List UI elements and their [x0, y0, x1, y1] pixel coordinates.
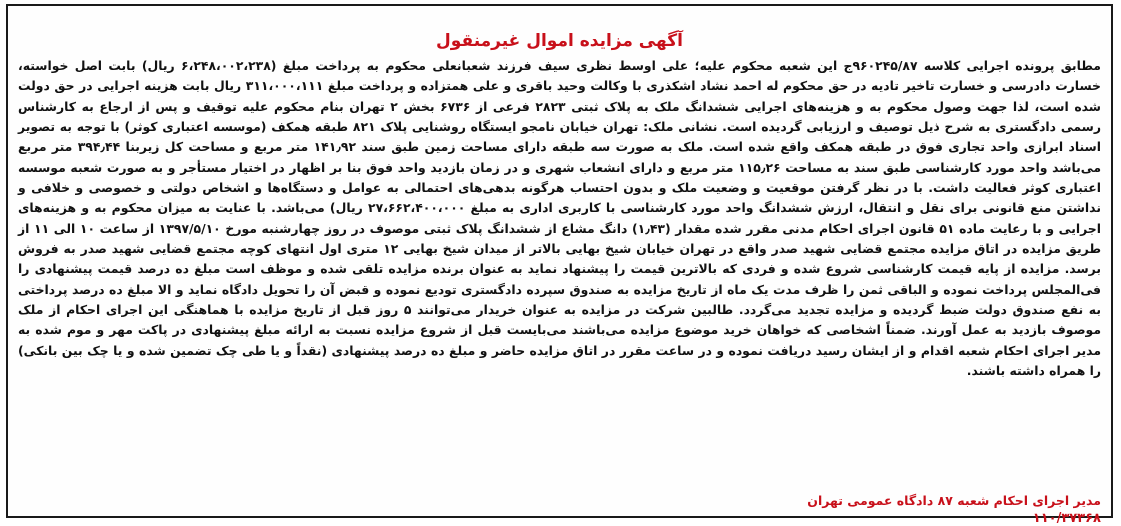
- notice-title: آگهی مزایده اموال غیرمنقول: [436, 31, 683, 51]
- notice-body: مطابق پرونده اجرایی کلاسه ۹۶۰۲۴۵/۸۷ج این شعبه محکوم علیه؛ علی اوسط نظری سیف فرزند شعبانعلی محکوم به پرداخت مبلغ (۶،۲۴۸،۰۰۲،۲۳۸ ریال) بابت اصل خواسته، خسارت دادرسی و خسارت تاخیر تادیه در حق محکوم له احمد نشاد اشکذری با وکالت وحید باقری و علی همتزاده و پرداخت مبلغ ۳۱۱،۰۰۰،۱۱۱ ریال بابت هزینه اجرایی در حق دولت شده است، لذا جهت وصول محکوم به و هزینه‌های اجرایی ششدانگ ملک به پلاک ثبتی ۲۸۲۳ فرعی از ۶۷۳۶ بخش ۲ تهران بنام محکوم علیه توقیف و پس از ارجاع به کارشناس رسمی دادگستری به شرح ذیل توصیف و ارزیابی گردیده است. نشانی ملک: تهران خیابان نامجو ایستگاه روشنایی پلاک ۸۲۱ طبقه همکف (موسسه اعتباری کوثر) با توجه به تصویر اسناد ابرازی واحد تجاری فوق در طبقه همکف واقع شده است. ملک به صورت سه طبقه دارای مساحت زمین طبق سند ۱۴۱٫۹۲ متر مربع و مساحت کل زیربنا ۳۹۴٫۴۴ متر مربع می‌باشد واحد مورد کارشناسی طبق سند به مساحت ۱۱۵٫۲۶ متر مربع و دارای انشعاب شهری و در زمان بازدید واحد فوق بنا بر اظهار در اختیار مستأجر و به صورت شعبه موسسه اعتباری کوثر فعالیت داشت. با در نظر گرفتن موقعیت و وضعیت ملک و بدون احتساب هرگونه بدهی‌های احتمالی به عوامل و دستگاه‌ها و اشخاص دولتی و خصوصی و خلافی و نداشتن منع قانونی برای نقل و انتقال، ارزش ششدانگ واحد مورد کارشناسی با کاربری اداری به مبلغ ۲۷،۶۶۲،۴۰۰،۰۰۰ ریال) می‌باشد. با عنایت به میزان محکوم به و هزینه‌های اجرایی و با رعایت ماده ۵۱ قانون اجرای احکام مدنی مقرر شده مقدار (۱٫۴۳) دانگ مشاع از ششدانگ پلاک ثبتی موصوف در روز چهارشنبه مورخ ۱۳۹۷/۵/۱۰ از ساعت ۱۰ الی ۱۱ از طریق مزایده در اتاق مزایده مجتمع قضایی شهید صدر واقع در تهران خیابان شیخ بهایی بالاتر از میدان شیخ بهایی ۱۲ متری اول انتهای کوچه مجتمع قضایی شهید صدر به فروش برسد. مزایده از پایه قیمت کارشناسی شروع شده و فردی که بالاترین قیمت را پیشنهاد نماید به عنوان برنده مزایده تلقی شده و موظف است مبلغ ده درصد قیمت پیشنهادی را فی‌المجلس پرداخت نموده و الباقی ثمن را ظرف مدت یک ماه از تاریخ مزایده به صندوق سپرده دادگستری تودیع نموده و قبض آن را تحویل دادگاه نماید و الا مبلغ ده درصد پرداختی به نفع صندوق دولت ضبط گردیده و مزایده تجدید می‌گردد. طالبین شرکت در مزایده به عنوان خریدار می‌توانند ۵ روز قبل از تاریخ مزایده با هماهنگی این اجرای احکام از ملک موصوف بازدید به عمل آورند. ضمناً اشخاصی که خواهان خرید موضوع مزایده می‌باشند می‌بایست قبل از شروع مزایده نسبت به ارائه مبلغ پیشنهادی در پاکت مهر و موم شده به مدیر اجرای احکام شعبه اقدام و از ایشان رسید دریافت نموده و در ساعت مقرر در اتاق مزایده حاضر و مبلغ ده درصد پیشنهادی (نقداً و یا طی چک تضمین شده و یا چک بین بانکی) را همراه داشته باشند.: [18, 58, 1101, 379]
- signature-block: [18, 493, 1101, 526]
- reference-number: ۱۱۰/۳۷۳۶۸: [1032, 511, 1101, 526]
- issuer-signature: مدیر اجرای احکام شعبه ۸۷ دادگاه عمومی تهران: [807, 493, 1101, 508]
- notice-frame: [6, 4, 1113, 526]
